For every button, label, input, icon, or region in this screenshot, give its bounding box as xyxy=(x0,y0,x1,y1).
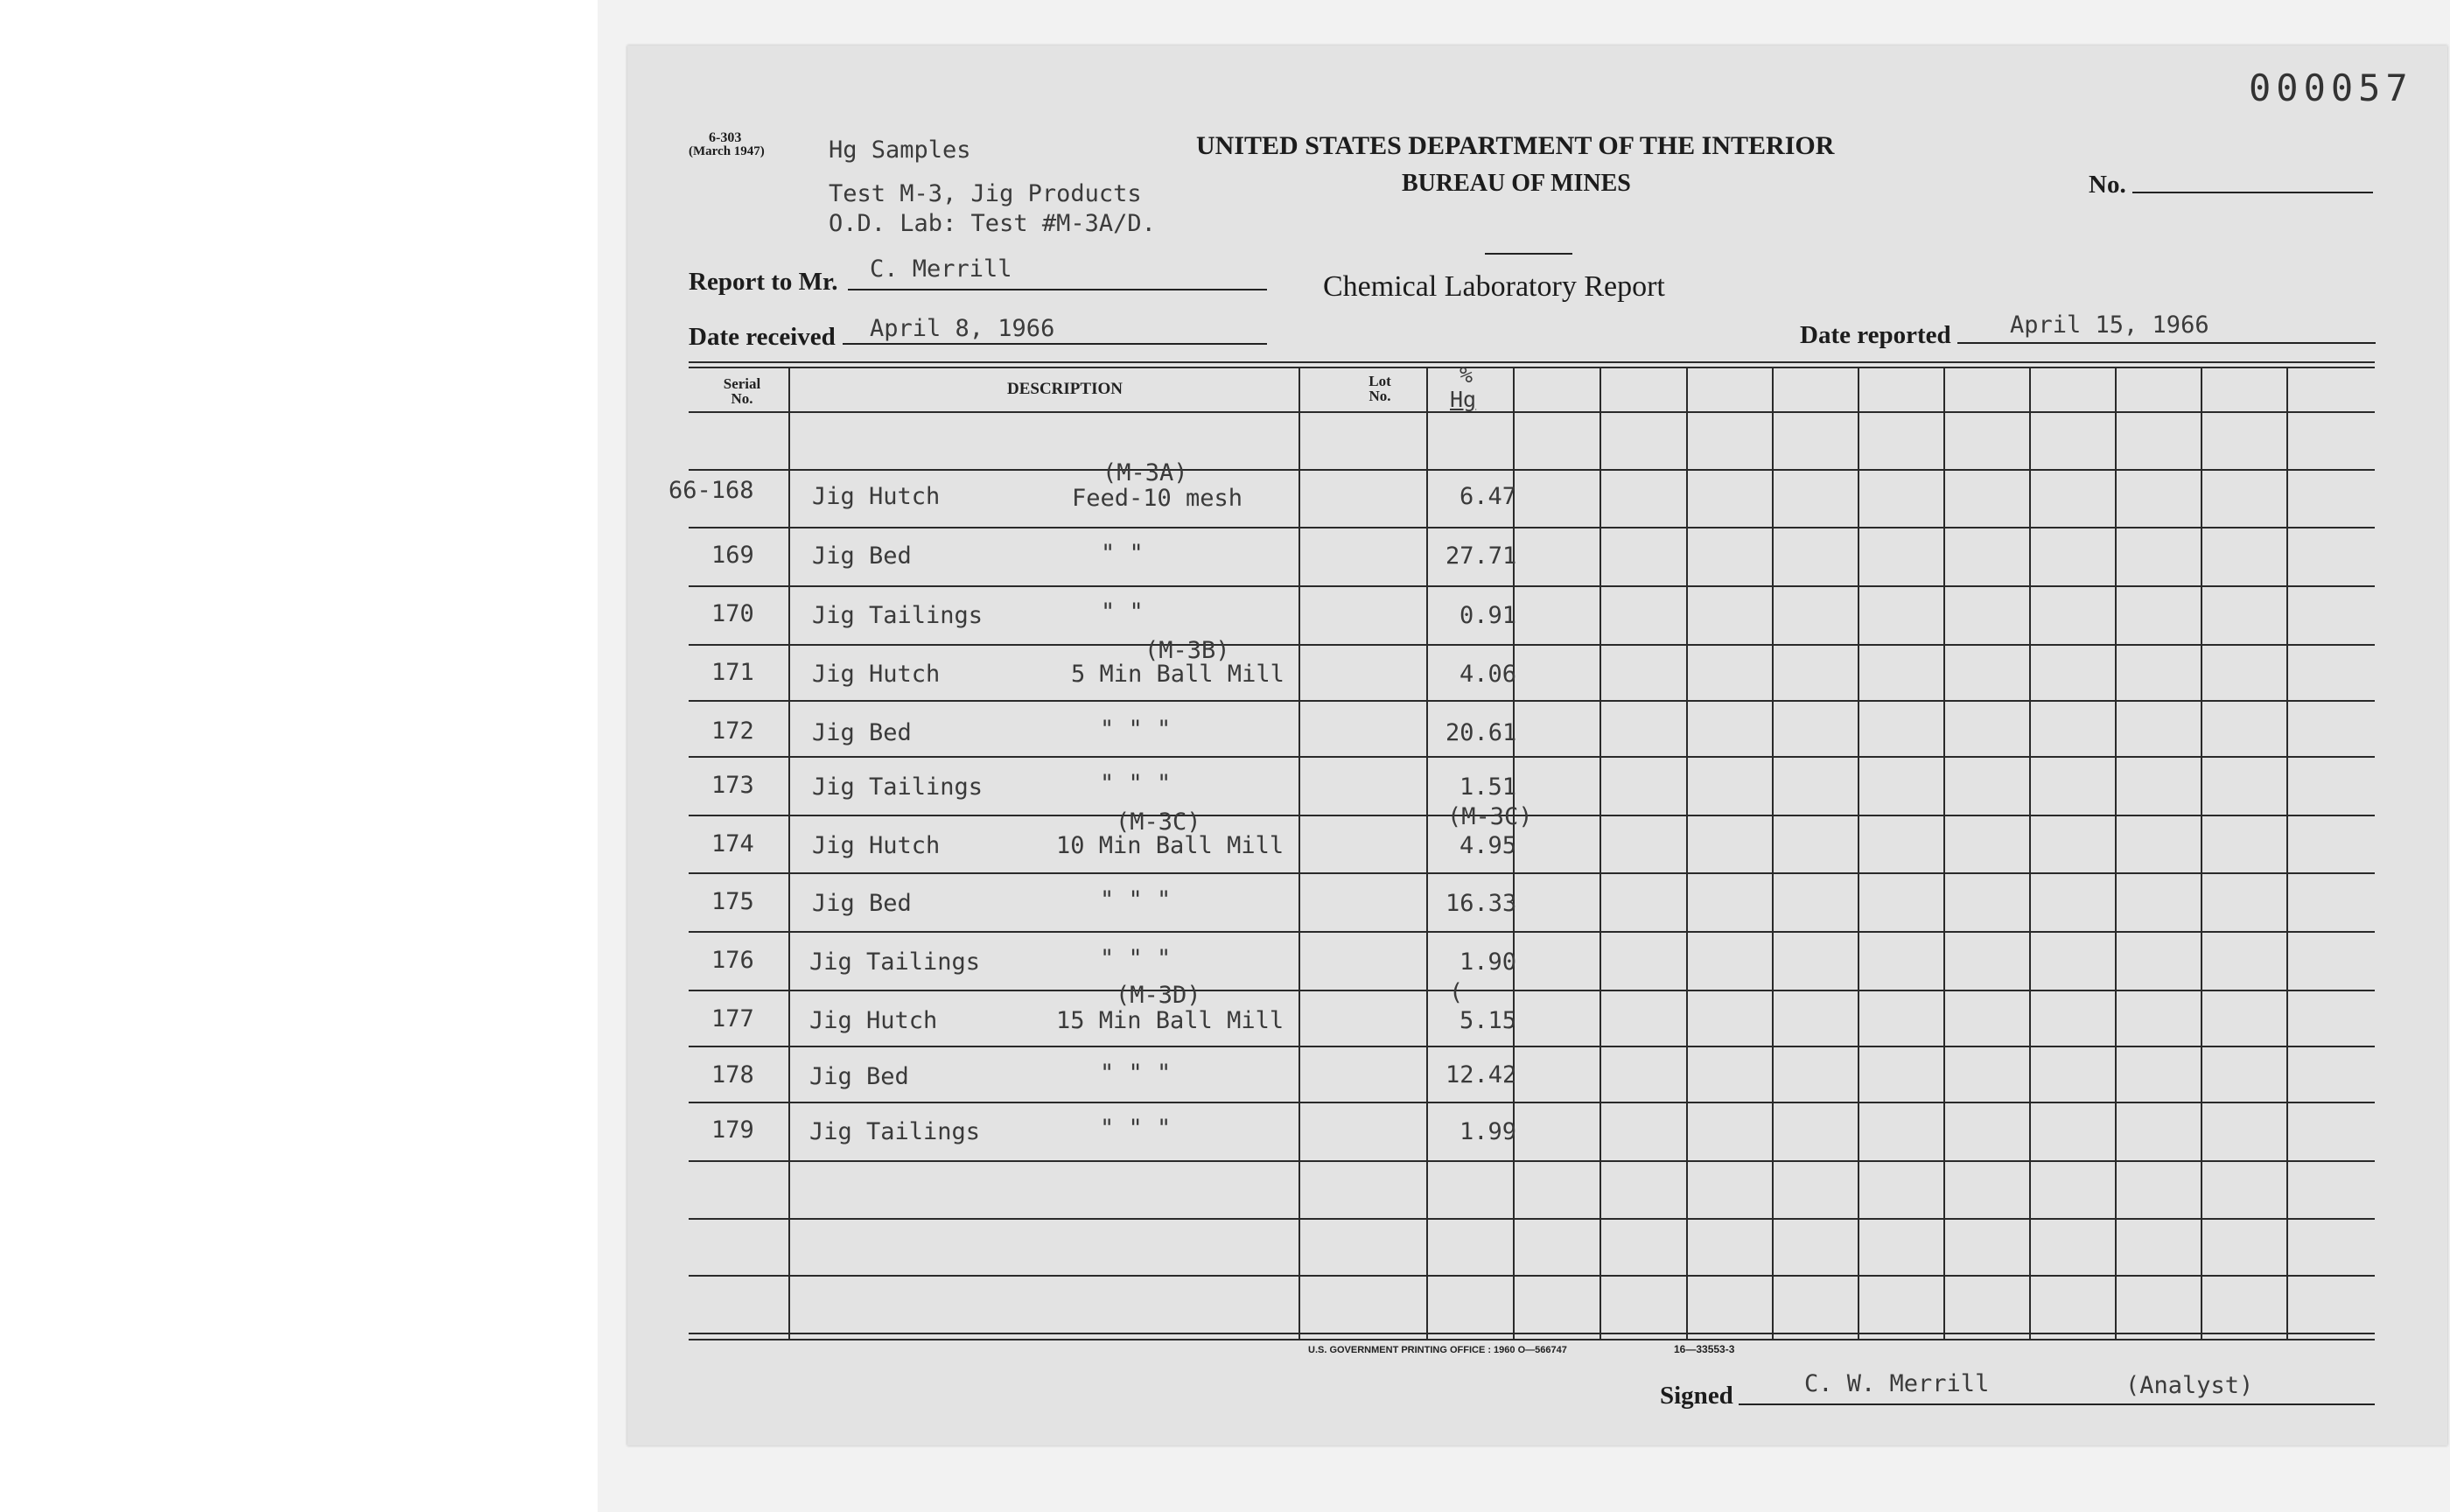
serial-cell: 174 xyxy=(711,830,754,858)
description-name: Jig Hutch xyxy=(812,832,941,859)
description-name: Jig Tailings xyxy=(812,602,984,629)
scan-margin xyxy=(0,0,598,1512)
serial-cell: 177 xyxy=(711,1005,754,1032)
table-bottom-rule-2 xyxy=(689,1339,2375,1340)
description-name: Jig Hutch xyxy=(812,483,941,510)
hg-value: 1.99 xyxy=(1460,1118,1517,1145)
col-divider-blank-5 xyxy=(1943,367,1945,1339)
description-name: Jig Hutch xyxy=(809,1007,938,1034)
description-detail: " " " xyxy=(1100,716,1172,743)
row-rule-15 xyxy=(689,1275,2375,1277)
row-rule-12 xyxy=(689,1102,2375,1103)
report-to-value: C. Merrill xyxy=(870,256,1012,283)
table-bottom-rule xyxy=(689,1333,2375,1334)
hg-value: 1.90 xyxy=(1460,948,1517,976)
serial-cell: 179 xyxy=(711,1116,754,1144)
col-divider-blank-1 xyxy=(1600,367,1601,1339)
form-id: 6-303 xyxy=(709,130,742,145)
col-divider-blank-7 xyxy=(2115,367,2117,1339)
description-name: Jig Bed xyxy=(812,719,912,746)
hg-value: 16.33 xyxy=(1446,890,1517,917)
serial-cell: 66-168 xyxy=(668,477,754,504)
header-lot-line-1: Lot xyxy=(1368,373,1391,389)
hg-value: 20.61 xyxy=(1446,719,1517,746)
description-name: Jig Tailings xyxy=(809,948,981,976)
print-code: 16—33553-3 xyxy=(1674,1343,1735,1355)
serial-cell: 169 xyxy=(711,542,754,569)
note-line-2: Test M-3, Jig Products xyxy=(829,180,1142,207)
hg-value: 1.51 xyxy=(1460,774,1517,801)
results-table xyxy=(627,46,2447,1446)
form-date: (March 1947) xyxy=(689,144,765,158)
col-divider-serial xyxy=(788,367,790,1339)
hg-value: 27.71 xyxy=(1446,542,1517,570)
hg-value: 6.47 xyxy=(1460,483,1517,510)
note-line-3: O.D. Lab: Test #M-3A/D. xyxy=(829,210,1156,237)
date-received-value: April 8, 1966 xyxy=(870,315,1055,342)
row-rule-9 xyxy=(689,931,2375,933)
row-rule-5 xyxy=(689,700,2375,702)
signed-role: (Analyst) xyxy=(2125,1372,2254,1399)
signed-label: Signed xyxy=(1660,1382,1733,1410)
stray-mark: ( xyxy=(1449,979,1464,1006)
description-name: Jig Bed xyxy=(812,542,912,570)
bureau-title: BUREAU OF MINES xyxy=(1402,170,1631,197)
serial-cell: 173 xyxy=(711,772,754,799)
hg-value: 12.42 xyxy=(1446,1061,1517,1088)
agency-title: UNITED STATES DEPARTMENT OF THE INTERIOR xyxy=(1196,131,1835,160)
col-divider-description xyxy=(1298,367,1300,1339)
description-detail: 15 Min Ball Mill xyxy=(1056,1007,1284,1034)
overstrike-note: (M-3C) xyxy=(1447,803,1533,830)
report-title: Chemical Laboratory Report xyxy=(1323,270,1665,303)
serial-cell: 172 xyxy=(711,718,754,745)
date-reported-value: April 15, 1966 xyxy=(2010,312,2209,339)
col-divider-blank-3 xyxy=(1772,367,1774,1339)
col-divider-blank-2 xyxy=(1686,367,1688,1339)
description-sub: (M-3B) xyxy=(1144,637,1230,664)
row-rule-11 xyxy=(689,1046,2375,1047)
header-serial-line-1: Serial xyxy=(723,375,761,392)
report-to-label: Report to Mr. xyxy=(689,268,838,296)
row-rule-14 xyxy=(689,1218,2375,1220)
serial-cell: 170 xyxy=(711,600,754,627)
col-divider-blank-6 xyxy=(2029,367,2031,1339)
col-divider-blank-9 xyxy=(2286,367,2288,1339)
printing-office-imprint: U.S. GOVERNMENT PRINTING OFFICE : 1960 O—566747 xyxy=(1308,1345,1567,1355)
row-rule-13 xyxy=(689,1160,2375,1162)
col-divider-blank-8 xyxy=(2201,367,2202,1339)
serial-cell: 176 xyxy=(711,947,754,974)
row-rule-10 xyxy=(689,990,2375,991)
table-top-rule xyxy=(689,361,2375,363)
description-name: Jig Tailings xyxy=(809,1118,981,1145)
row-rule-2 xyxy=(689,527,2375,528)
lab-report-form xyxy=(627,46,2447,1446)
description-detail: 5 Min Ball Mill xyxy=(1071,661,1284,688)
description-name: Jig Bed xyxy=(812,890,912,917)
row-rule-1 xyxy=(689,469,2375,471)
note-line-1: Hg Samples xyxy=(829,136,971,164)
description-name: Jig Tailings xyxy=(812,774,984,801)
description-detail: " " xyxy=(1101,598,1144,626)
description-sub: (M-3D) xyxy=(1116,982,1201,1009)
serial-cell: 175 xyxy=(711,888,754,915)
number-label: No. xyxy=(2089,171,2126,199)
header-lot-line-2: No. xyxy=(1368,388,1391,404)
serial-cell: 178 xyxy=(711,1061,754,1088)
description-detail: " " " xyxy=(1100,886,1172,914)
hg-value: 0.91 xyxy=(1460,602,1517,629)
description-detail: " " " xyxy=(1100,770,1172,797)
description-detail: " " xyxy=(1101,540,1144,567)
hg-value: 4.06 xyxy=(1460,661,1517,688)
description-name: Jig Bed xyxy=(809,1063,909,1090)
signed-value: C. W. Merrill xyxy=(1804,1370,1990,1397)
description-name: Jig Hutch xyxy=(812,661,941,688)
description-detail: " " " xyxy=(1100,1115,1172,1142)
description-detail: " " " xyxy=(1100,945,1172,972)
serial-cell: 171 xyxy=(711,659,754,686)
hg-value: 4.95 xyxy=(1460,832,1517,859)
description-detail: " " " xyxy=(1100,1060,1172,1087)
description-detail: Feed-10 mesh xyxy=(1072,485,1243,512)
table-header-rule xyxy=(689,411,2375,413)
row-rule-3 xyxy=(689,585,2375,587)
header-serial-line-2: No. xyxy=(731,390,753,407)
description-sub: (M-3C) xyxy=(1116,808,1201,836)
signature-underline xyxy=(1739,1404,2375,1405)
col-divider-blank-4 xyxy=(1858,367,1859,1339)
row-rule-6 xyxy=(689,756,2375,758)
description-detail: 10 Min Ball Mill xyxy=(1056,832,1284,859)
header-hg-line-1: % xyxy=(1460,362,1474,388)
row-rule-8 xyxy=(689,872,2375,874)
description-sub: (M-3A) xyxy=(1102,459,1188,486)
date-received-label: Date received xyxy=(689,323,836,351)
col-divider-lot xyxy=(1426,367,1428,1339)
hg-value: 5.15 xyxy=(1460,1007,1517,1034)
row-rule-4 xyxy=(689,644,2375,646)
document-number: 000057 xyxy=(2249,66,2413,109)
header-description: DESCRIPTION xyxy=(1007,380,1123,398)
date-reported-label: Date reported xyxy=(1800,321,1951,349)
table-top-rule-2 xyxy=(689,367,2375,368)
header-hg-line-2: Hg xyxy=(1450,387,1477,412)
